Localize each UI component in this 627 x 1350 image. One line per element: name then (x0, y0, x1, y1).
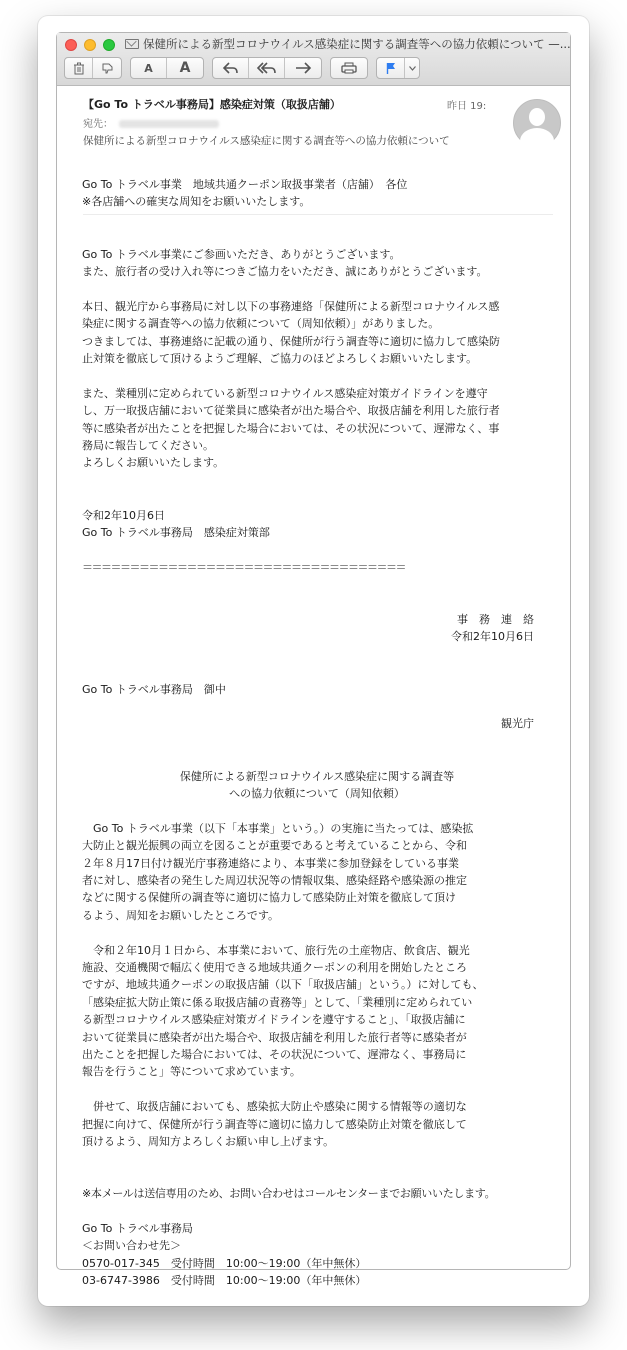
avatar (513, 99, 561, 147)
window-title (125, 36, 571, 52)
notice-paragraph-3: 併せて、取扱店舗においても、感染拡大防止や感染に関する情報等の適切な 把握に向けて、保健所が行う調査等に適切に協力して感染防止対策を徹底して 頂けるよう、周知方よろしくお願い申し上げます。 (82, 1100, 467, 1149)
notice-paragraph-2: 令和２年10月１日から、本事業において、旅行先の土産物店、飲食店、観光 施設、交通機関で幅広く使用できる地域共通クーポンの利用を開始したところ ですが、地域共通クーポンの取扱店舗（以下「取扱店舗」という。）に対しても、 「感染症拡大防止策に係る取扱店舗の責務等」として、「業種別に定められてい る新型コロナウイルス感染症対策ガイドラインを遵守すること」、「取扱店舗に おいて従業員に感染者が出た場合や、取扱店舗を利用した旅行者等に感染者が 出たことを把握した場合においては、その状況について、遅滞なく、事務局に 報告を行うこと」等について求めています。 (82, 943, 484, 1079)
window-title-text: 保健所による新型コロナウイルス感染症に関する調査等への協力依頼について —... (143, 37, 571, 51)
font-larger-icon: A (179, 60, 191, 76)
notice-paragraph-1: Go To トラベル事業（以下「本事業」という。）の実施に当たっては、感染拡 大防止と観光振興の両立を図ることが重要であると考えていることから、令和 ２年８月17日付け観光庁事務連絡により、本事業に参加登録をしている事業 者に対し、感染者の発生した周辺状況等の情報収集、感染経路や感染源の推定 などに関する保健所の調査等に適切に協力して感染防止対策を徹底して頂け るよう、周知をお願いしたところです。 (82, 821, 474, 922)
print-button[interactable] (331, 58, 367, 78)
body-divider: ＝＝＝＝＝＝＝＝＝＝＝＝＝＝＝＝＝＝＝＝＝＝＝＝＝＝＝＝＝＝＝＝＝＝ (82, 560, 405, 574)
forward-icon (295, 62, 311, 74)
flag-menu-button[interactable] (405, 58, 419, 78)
avatar-body-icon (520, 128, 554, 154)
body-addressee: Go To トラベル事業 地域共通クーポン取扱事業者（店舗） 各位 ※各店舗への確実な周知をお願いいたします。 (82, 178, 408, 209)
font-smaller-icon: A (144, 61, 153, 75)
font-smaller-button[interactable] (131, 58, 167, 78)
minimize-button[interactable] (84, 39, 96, 51)
reply-group (212, 57, 322, 79)
titlebar[interactable] (57, 33, 570, 86)
reply-all-button[interactable] (249, 58, 285, 78)
message-body (82, 176, 552, 1290)
print-group (330, 57, 368, 79)
body-paragraph-notice: 本日、観光庁から事務局に対し以下の事務連絡「保健所による新型コロナウイルス感 染症に関する調査等への協力依頼について（周知依頼）」がありました。 つきましては、事務連絡に記載の通り、保健所が行う調査等に適切に協力して感染防 止対策を徹底して頂けるようご理解、ご協力のほどよろしくお願いいたします。 (82, 299, 500, 366)
mail-window (56, 32, 571, 1288)
flag-icon (386, 62, 396, 74)
notice-addressee: Go To トラベル事務局 御中 (82, 682, 226, 696)
close-button[interactable] (65, 39, 77, 51)
print-icon (341, 62, 357, 74)
recipient-address-blurred (119, 120, 219, 128)
envelope-icon (125, 39, 139, 49)
junk-icon (101, 62, 114, 74)
body-greeting: Go To トラベル事業にご参画いただき、ありがとうございます。 また、旅行者の受け入れ等につきご協力をいただき、誠にありがとうございます。 (82, 247, 488, 278)
flag-button[interactable] (377, 58, 405, 78)
reply-button[interactable] (213, 58, 249, 78)
message-header (57, 86, 570, 166)
recipient-row (83, 115, 219, 130)
reply-all-icon (257, 62, 277, 74)
chevron-down-icon (409, 66, 416, 71)
message-subject: 保健所による新型コロナウイルス感染症に関する調査等への協力依頼について (83, 135, 450, 147)
forward-button[interactable] (285, 58, 321, 78)
message-date: 昨日 19: (447, 101, 487, 112)
junk-button[interactable] (93, 58, 121, 78)
contact-info: Go To トラベル事務局 ＜お問い合わせ先＞ 0570-017-345 受付時間 10:00〜19:00（年中無休） 03-6747-3986 受付時間 10:00〜19:00（年中無休） (82, 1222, 367, 1288)
sender-name: 【Go To トラベル事務局】感染症対策（取扱店舗） (83, 98, 341, 111)
delete-button[interactable] (65, 58, 93, 78)
font-size-group (130, 57, 204, 79)
toolbar (64, 57, 420, 79)
traffic-lights (65, 39, 115, 51)
font-larger-button[interactable] (167, 58, 203, 78)
notice-title: 保健所による新型コロナウイルス感染症に関する調査等 への協力依頼について（周知依頼） (179, 769, 455, 800)
delete-junk-group (64, 57, 122, 79)
footer-note: ※本メールは送信専用のため、お問い合わせはコールセンターまでお願いいたします。 (82, 1187, 496, 1201)
notice-date: 令和2年10月6日 (451, 630, 534, 644)
trash-icon (73, 62, 85, 75)
body-signature: 令和2年10月6日 Go To トラベル事務局 感染症対策部 (82, 508, 270, 540)
notice-heading: 事 務 連 絡 (457, 613, 534, 627)
notice-sender: 観光庁 (501, 717, 534, 731)
to-label: 宛先： (83, 119, 113, 130)
flag-group (376, 57, 420, 79)
zoom-button[interactable] (103, 39, 115, 51)
reply-icon (223, 62, 239, 74)
body-paragraph-guideline: また、業種別に定められている新型コロナウイルス感染症対策ガイドラインを遵守 し、万一取扱店舗において従業員に感染者が出た場合や、取扱店舗を利用した旅行者 等に感染者が出たことを把握した場合においては、その状況について、遅滞なく、事 務局に報告してください。 よろしくお願いいたします。 (82, 386, 500, 470)
avatar-head-icon (529, 108, 545, 126)
